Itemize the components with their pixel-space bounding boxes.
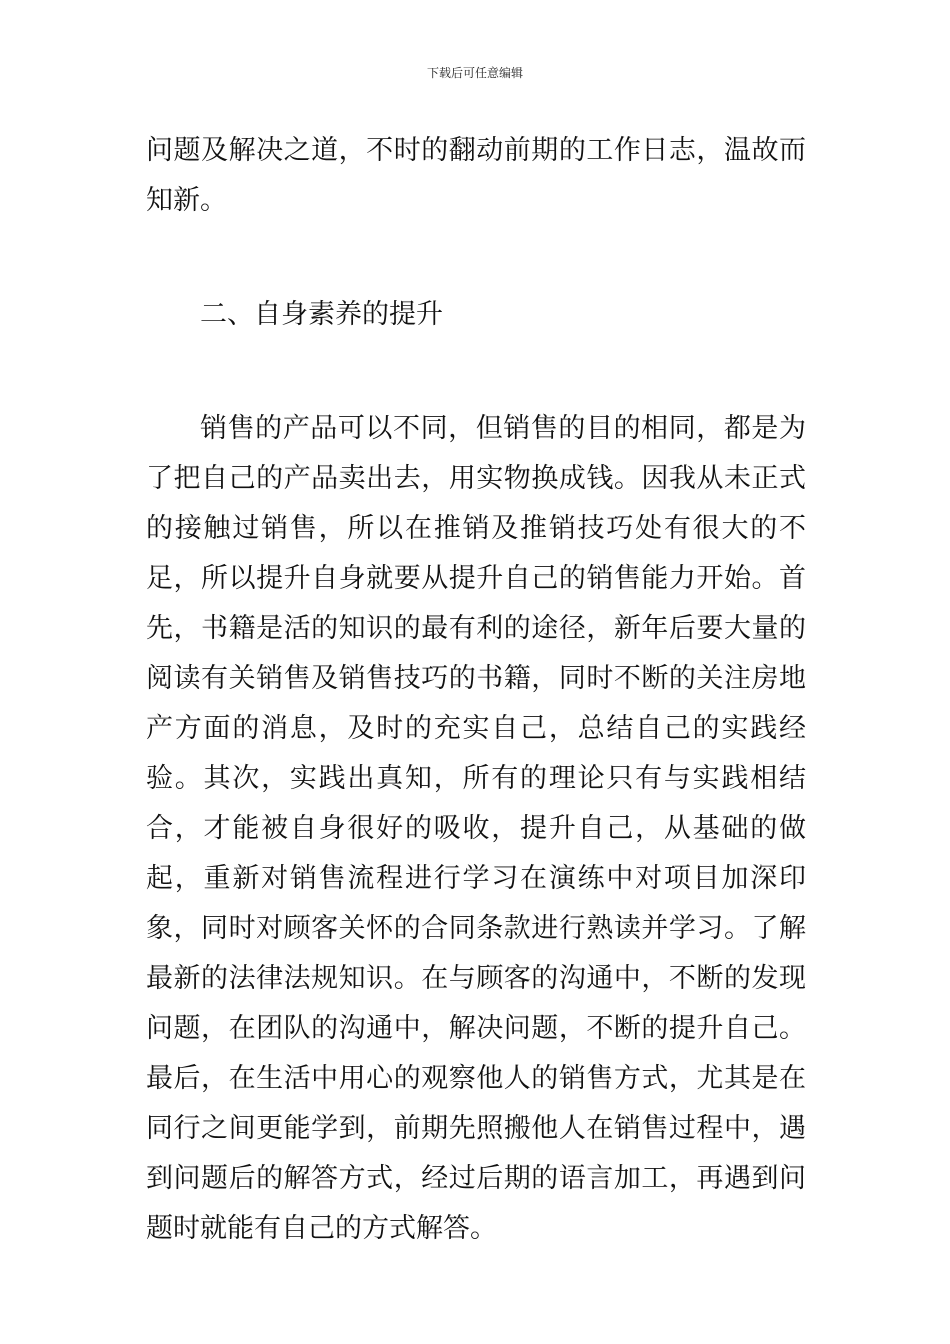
- continuation-paragraph: 问题及解决之道，不时的翻动前期的工作日志，温故而知新。: [146, 135, 806, 216]
- document-body: [146, 126, 806, 1254]
- section-heading: 二、自身素养的提升: [200, 299, 443, 330]
- body-paragraph: 销售的产品可以不同，但销售的目的相同，都是为了把自己的产品卖出去，用实物换成钱。因我从未正式的接触过销售，所以在推销及推销技巧处有很大的不足，所以提升自身就要从提升自己的销售能力开始。首先，书籍是活的知识的最有利的途径，新年后要大量的阅读有关销售及销售技巧的书籍，同时不断的关注房地产方面的消息，及时的充实自己，总结自己的实践经验。其次，实践出真知，所有的理论只有与实践相结合，才能被自身很好的吸收，提升自己，从基础的做起，重新对销售流程进行学习在演练中对项目加深印象，同时对顾客关怀的合同条款进行熟读并学习。了解最新的法律法规知识。在与顾客的沟通中，不断的发现问题，在团队的沟通中，解决问题，不断的提升自己。最后，在生活中用心的观察他人的销售方式，尤其是在同行之间更能学到，前期先照搬他人在销售过程中，遇到问题后的解答方式，经过后期的语言加工，再遇到问题时就能有自己的方式解答。: [146, 413, 806, 1244]
- page-header: 下载后可任意编辑: [426, 66, 523, 80]
